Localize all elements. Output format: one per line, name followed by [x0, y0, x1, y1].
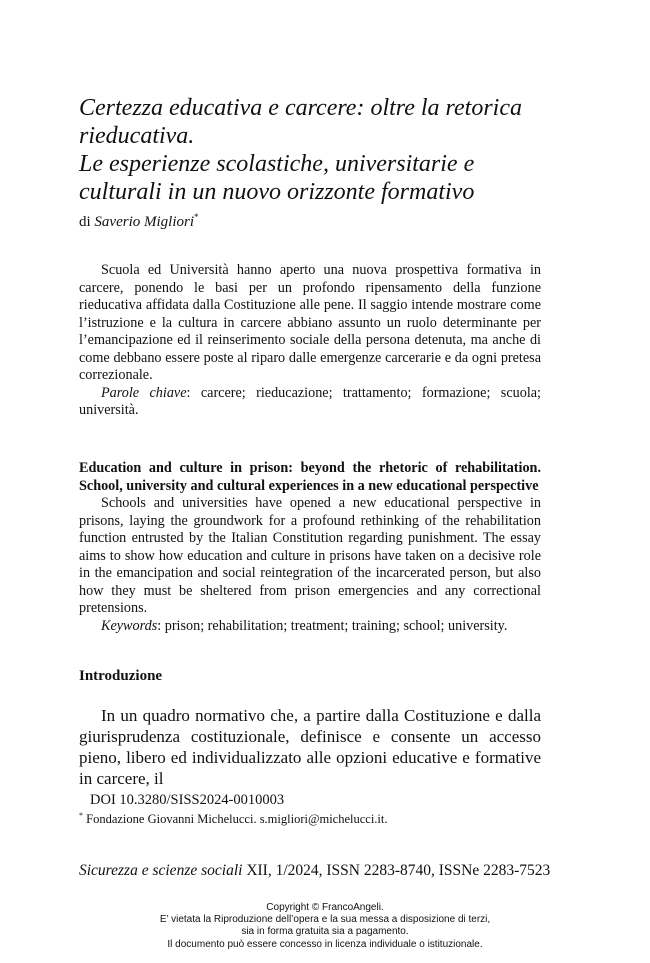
journal-details: XII, 1/2024, ISSN 2283-8740, ISSNe 2283-7523 — [242, 862, 551, 879]
copyright-line: sia in forma gratuita sia a pagamento. — [241, 926, 409, 938]
doi: DOI 10.3280/SISS2024-0010003 — [90, 792, 285, 808]
introduction-body — [79, 705, 541, 789]
footnote-text: Fondazione Giovanni Michelucci. s.migliori@michelucci.it. — [83, 812, 388, 827]
copyright-line: E’ vietata la Riproduzione dell’opera e la sua messa a disposizione di terzi, — [159, 914, 491, 926]
article-subtitle-line: Le esperienze scolastiche, universitarie e — [79, 151, 475, 177]
keywords-english-label: Keywords — [101, 617, 158, 634]
keywords-italian-label: Parole chiave — [101, 384, 187, 401]
keywords-italian — [79, 385, 541, 420]
article-subtitle-line: culturali in un nuovo orizzonte formativo — [79, 179, 475, 205]
byline-prefix: di — [79, 214, 91, 230]
journal-citation — [79, 862, 549, 880]
copyright-line: Copyright © FrancoAngeli. — [266, 902, 384, 913]
abstract-english-text: Schools and universities have opened a new educational perspective in prisons, laying the groundwork for a profound rethinking of the rehabilitation function entrusted by the Italian Constitution regarding punishment. The essay aims to show how education and culture in prisons have taken on a decisive role in the emancipation and social reintegration of the incarcerated person, but also how they must be sheltered from prison emergencies and any correctional pretensions. — [79, 495, 541, 616]
introduction-text: In un quadro normativo che, a partire dalla Costituzione e dalla giurisprudenza costituzionale, definisce e consente un accesso pieno, libero ed individualizzato alle opzioni educative e formative in carcere, il — [79, 706, 541, 788]
article-title-line: Certezza educativa e carcere: oltre la retorica — [79, 95, 522, 121]
journal-name: Sicurezza e scienze sociali — [79, 862, 243, 879]
article-title-line: rieducativa. — [79, 123, 195, 149]
copyright-line: Il documento può essere concesso in licenza individuale o istituzionale. — [167, 938, 483, 950]
footnote-mark: * — [79, 811, 83, 820]
english-title: Education and culture in prison: beyond the rhetoric of rehabilitation. School, university and cultural experiences in a new educational perspective — [79, 460, 541, 494]
keywords-english — [79, 618, 541, 636]
keywords-italian-list: : carcere; rieducazione; trattamento; formazione; scuola; università. — [79, 384, 541, 418]
keywords-english-list: : prison; rehabilitation; treatment; training; school; university. — [157, 617, 508, 634]
abstract-italian-text: Scuola ed Università hanno aperto una nuova prospettiva formativa in carcere, ponendo le basi per un profondo ripensamento della funzione rieducativa affidata dalla Costituzione alle pene. Il saggio intende mostrare come l’istruzione e la cultura in carcere abbiano assunto un ruolo determinante per l’emancipazione ed il reinserimento sociale della persona detenuta, ma anche di come debbano essere poste al riparo dalle emergenze carcerarie e da ogni pretesa correzionale. — [79, 262, 541, 383]
copyright-notice — [0, 902, 650, 951]
author-footnote-mark: * — [194, 212, 199, 222]
section-heading: Introduzione — [79, 668, 163, 684]
author-name: Saverio Migliori — [94, 214, 194, 230]
abstract-italian — [79, 262, 541, 420]
byline — [79, 208, 559, 231]
author-footnote — [79, 811, 388, 827]
article-title-block — [79, 94, 559, 231]
abstract-english — [79, 460, 541, 635]
